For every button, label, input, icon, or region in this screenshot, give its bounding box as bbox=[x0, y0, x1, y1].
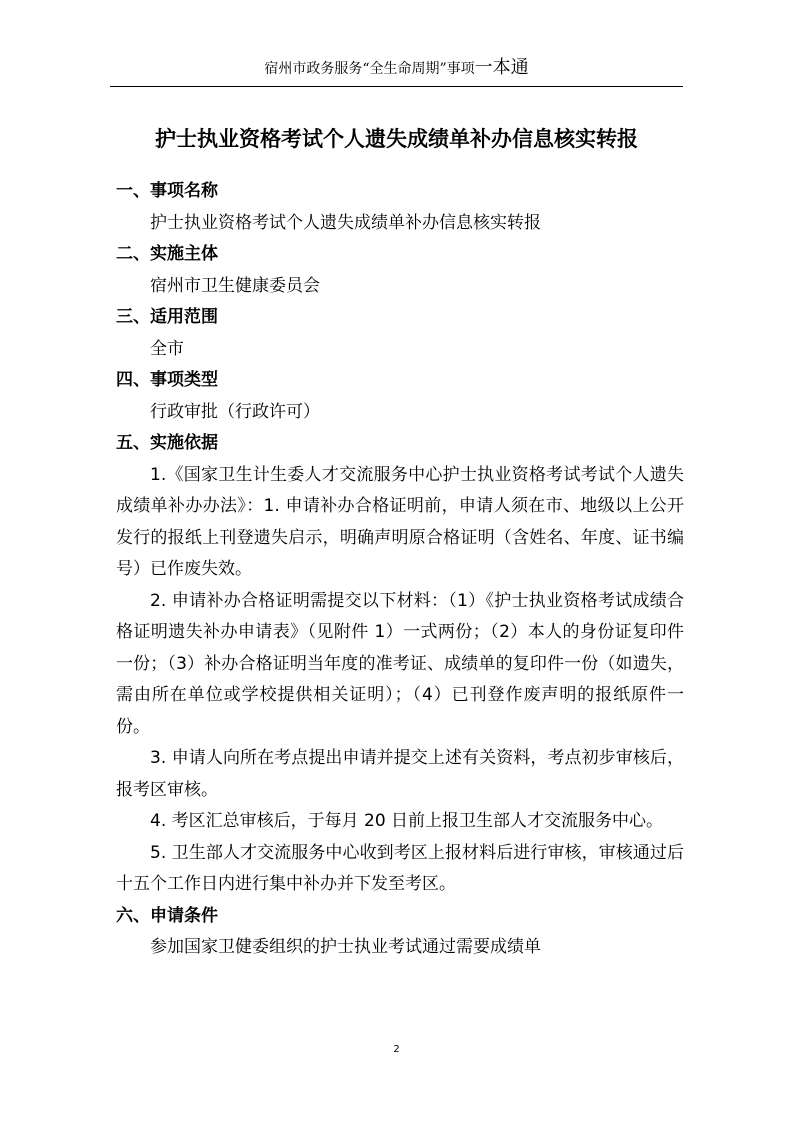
section-heading-item-name: 一、事项名称 bbox=[116, 181, 218, 201]
running-header bbox=[0, 58, 793, 79]
section-heading-conditions: 六、申请条件 bbox=[116, 905, 218, 926]
header-prefix: 宿州市政务服务“全生命周期”事项 bbox=[264, 61, 475, 77]
header-suffix: 一本通 bbox=[474, 57, 529, 78]
legal-basis-paragraph-5: 5. 卫生部人才交流服务中心收到考区上报材料后进行审核，审核通过后十五个工作日内进行集中补办并下发至考区。 bbox=[116, 842, 684, 894]
header-divider bbox=[110, 86, 683, 87]
document-body bbox=[116, 176, 684, 964]
section-value-item-name: 护士执业资格考试个人遗失成绩单补办信息核实转报 bbox=[150, 212, 541, 233]
section-value-conditions: 参加国家卫健委组织的护士执业考试通过需要成绩单 bbox=[150, 937, 541, 957]
legal-basis-paragraph-2: 2. 申请补办合格证明需提交以下材料：（1）《护士执业资格考试成绩合格证明遗失补办申请表》（见附件 1）一式两份；（2）本人的身份证复印件一份；（3）补办合格证明当年度的准考证、成绩单的复印件一份（如遗失，需由所在单位或学校提供相关证明）；（4）已刊登作废声明的报纸原件一份。 bbox=[116, 590, 684, 737]
section-value-implementing-body: 宿州市卫生健康委员会 bbox=[150, 275, 320, 296]
legal-basis-paragraph-3: 3. 申请人向所在考点提出申请并提交上述有关资料，考点初步审核后，报考区审核。 bbox=[116, 748, 684, 800]
section-heading-implementing-body: 二、实施主体 bbox=[116, 244, 218, 264]
section-heading-item-type: 四、事项类型 bbox=[116, 370, 218, 390]
legal-basis-paragraph-4: 4. 考区汇总审核后，于每月 20 日前上报卫生部人才交流服务中心。 bbox=[150, 811, 664, 831]
section-heading-legal-basis: 五、实施依据 bbox=[116, 433, 218, 453]
section-value-item-type: 行政审批（行政许可） bbox=[150, 401, 320, 422]
page-number: 2 bbox=[393, 1044, 400, 1055]
section-heading-scope: 三、适用范围 bbox=[116, 307, 218, 327]
legal-basis-paragraph-1: 1.《国家卫生计生委人才交流服务中心护士执业资格考试考试个人遗失成绩单补办办法》：1. 申请补办合格证明前，申请人须在市、地级以上公开发行的报纸上刊登遗失启示，明确声明原合格证明（含姓名、年度、证书编号）已作废失效。 bbox=[116, 464, 684, 579]
section-value-scope: 全市 bbox=[150, 338, 184, 359]
document-title: 护士执业资格考试个人遗失成绩单补办信息核实转报 bbox=[155, 127, 638, 151]
